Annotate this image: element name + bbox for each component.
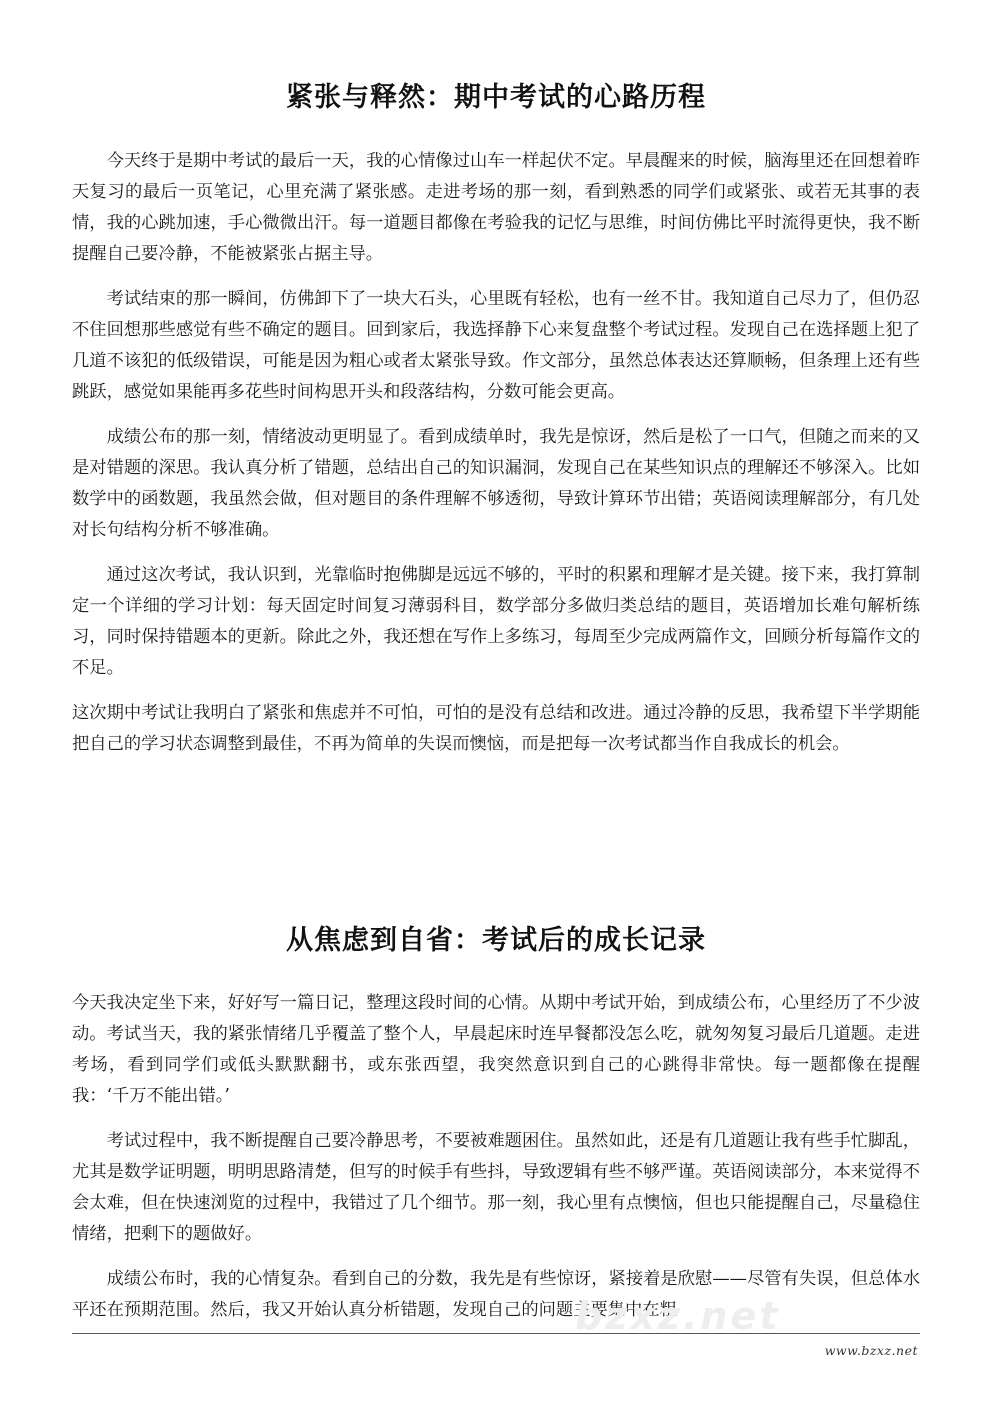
article-1-paragraph-5: 这次期中考试让我明白了紧张和焦虑并不可怕，可怕的是没有总结和改进。通过冷静的反思，我希望下半学期能把自己的学习状态调整到最佳，不再为简单的失误而懊恼，而是把每一次考试都当作自我成长的机会。 bbox=[72, 703, 920, 754]
article-2-paragraph-1: 今天我决定坐下来，好好写一篇日记，整理这段时间的心情。从期中考试开始，到成绩公布，心里经历了不少波动。考试当天，我的紧张情绪几乎覆盖了整个人，早晨起床时连早餐都没怎么吃，就匆匆复习最后几道题。走进考场，看到同学们或低头默默翻书，或东张西望，我突然意识到自己的心跳得非常快。每一题都像在提醒我：‘千万不能出错。’ bbox=[72, 993, 920, 1106]
footer-url: www.bzxz.net bbox=[824, 1343, 918, 1358]
article-1-body bbox=[72, 146, 920, 774]
article-1-paragraph-4: 通过这次考试，我认识到，光靠临时抱佛脚是远远不够的，平时的积累和理解才是关键。接下来，我打算制定一个详细的学习计划：每天固定时间复习薄弱科目，数学部分多做归类总结的题目，英语增加长难句解析练习，同时保持错题本的更新。除此之外，我还想在写作上多练习，每周至少完成两篇作文，回顾分析每篇作文的不足。 bbox=[72, 565, 920, 678]
article-1-paragraph-1: 今天终于是期中考试的最后一天，我的心情像过山车一样起伏不定。早晨醒来的时候，脑海里还在回想着昨天复习的最后一页笔记，心里充满了紧张感。走进考场的那一刻，看到熟悉的同学们或紧张、或若无其事的表情，我的心跳加速，手心微微出汗。每一道题目都像在考验我的记忆与思维，时间仿佛比平时流得更快，我不断提醒自己要冷静，不能被紧张占据主导。 bbox=[72, 151, 920, 264]
article-1-title: 紧张与释然：期中考试的心路历程 bbox=[286, 82, 706, 113]
article-1-paragraph-2: 考试结束的那一瞬间，仿佛卸下了一块大石头，心里既有轻松，也有一丝不甘。我知道自己尽力了，但仍忍不住回想那些感觉有些不确定的题目。回到家后，我选择静下心来复盘整个考试过程。发现自己在选择题上犯了几道不该犯的低级错误，可能是因为粗心或者太紧张导致。作文部分，虽然总体表达还算顺畅，但条理上还有些跳跃，感觉如果能再多花些时间构思开头和段落结构，分数可能会更高。 bbox=[72, 289, 920, 402]
article-2-paragraph-2: 考试过程中，我不断提醒自己要冷静思考，不要被难题困住。虽然如此，还是有几道题让我有些手忙脚乱，尤其是数学证明题，明明思路清楚，但写的时候手有些抖，导致逻辑有些不够严谨。英语阅读部分，本来觉得不会太难，但在快速浏览的过程中，我错过了几个细节。那一刻，我心里有点懊恼，但也只能提醒自己，尽量稳住情绪，把剩下的题做好。 bbox=[72, 1131, 920, 1244]
watermark-logo: bzxz.net bbox=[575, 1294, 781, 1338]
article-1-paragraph-3: 成绩公布的那一刻，情绪波动更明显了。看到成绩单时，我先是惊讶，然后是松了一口气，但随之而来的又是对错题的深思。我认真分析了错题，总结出自己的知识漏洞，发现自己在某些知识点的理解还不够深入。比如数学中的函数题，我虽然会做，但对题目的条件理解不够透彻，导致计算环节出错；英语阅读理解部分，有几处对长句结构分析不够准确。 bbox=[72, 427, 920, 540]
article-2-title: 从焦虑到自省：考试后的成长记录 bbox=[286, 925, 706, 956]
footer-divider bbox=[72, 1333, 920, 1334]
article-2-body bbox=[72, 988, 920, 1340]
article-2-paragraph-3: 成绩公布时，我的心情复杂。看到自己的分数，我先是有些惊讶，紧接着是欣慰——尽管有失误，但总体水平还在预期范围。然后，我又开始认真分析错题，发现自己的问题主要集中在粗 bbox=[72, 1269, 920, 1320]
